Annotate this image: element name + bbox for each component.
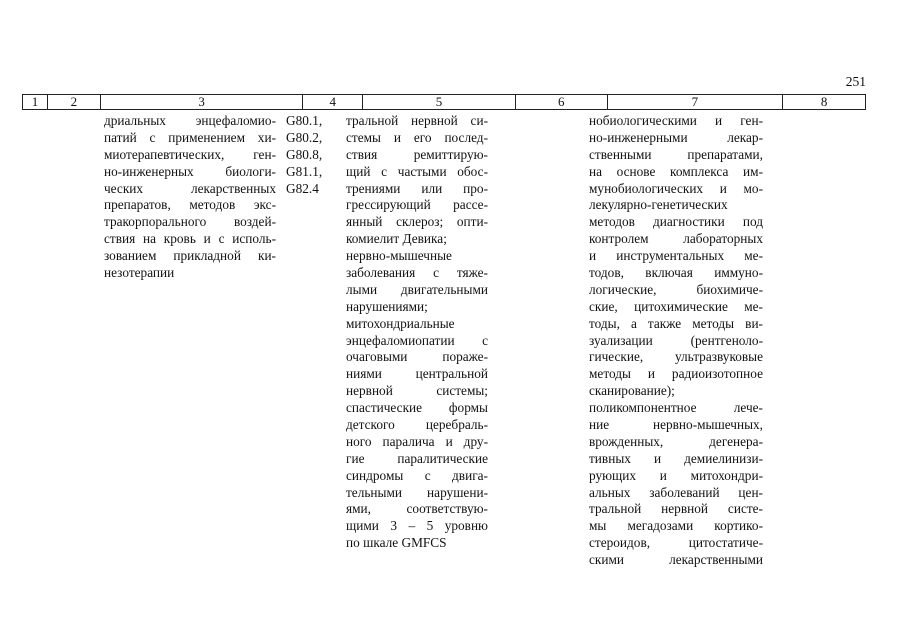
text-line: врожденных, дегенера- [589, 433, 763, 449]
text-line: ниями центральной [346, 366, 488, 382]
text-line: ствия ремиттирую- [346, 146, 488, 162]
method-description-column [104, 113, 276, 282]
text-line: мунобиологических и мо- [589, 180, 763, 196]
text-line: миотерапевтических, ген- [104, 146, 276, 162]
text-line: детского церебраль- [346, 417, 488, 433]
header-col-6: 6 [516, 95, 608, 109]
text-line: сканирование); [589, 383, 675, 399]
text-line: трениями или про- [346, 180, 488, 196]
header-col-4: 4 [303, 95, 363, 109]
text-line: стероидов, цитостатиче- [589, 535, 763, 551]
text-line: рующих и митохондри- [589, 467, 763, 483]
text-line: гие паралитические [346, 450, 488, 466]
text-line: тивных и демиелинизи- [589, 450, 763, 466]
text-line: тракорпорального воздей- [104, 214, 276, 230]
text-line: по шкале GMFCS [346, 535, 447, 551]
text-line: тодов, включая иммуно- [589, 265, 763, 281]
header-col-2: 2 [48, 95, 101, 109]
text-line: митохондриальные [346, 315, 455, 331]
icd-code: G80.1, [286, 113, 323, 128]
text-line: ские, цитохимические ме- [589, 298, 763, 314]
header-col-1: 1 [23, 95, 48, 109]
text-line: нервно-мышечные [346, 248, 452, 264]
text-line: лекулярно-генетических [589, 197, 728, 213]
text-line: стемы и его послед- [346, 129, 488, 145]
text-line: но-инженерными лекар- [589, 129, 763, 145]
text-line: грессирующий рассе- [346, 197, 488, 213]
text-line: поликомпонентное лече- [589, 400, 763, 416]
text-line: комиелит Девика; [346, 231, 447, 247]
text-line: ствия на кровь и с исполь- [104, 231, 276, 247]
header-col-7: 7 [608, 95, 784, 109]
text-line: янный склероз; опти- [346, 214, 488, 230]
text-line: синдромы с двига- [346, 467, 488, 483]
text-line: зованием прикладной ки- [104, 248, 276, 264]
text-line: ние нервно-мышечных, [589, 417, 763, 433]
table-header-row [22, 94, 866, 110]
text-line: нарушениями; [346, 298, 428, 314]
text-line: на основе комплекса им- [589, 163, 763, 179]
text-line: тральной нервной си- [346, 113, 488, 128]
text-line: энцефаломиопатии с [346, 332, 488, 348]
text-line: методов диагностики под [589, 214, 763, 230]
text-line: щий с частыми обос- [346, 163, 488, 179]
text-line: тральной нервной систе- [589, 501, 763, 517]
disease-model-column [346, 113, 488, 552]
text-line: лыми двигательными [346, 281, 488, 297]
treatment-description-column [589, 113, 763, 569]
text-line: и инструментальных ме- [589, 248, 763, 264]
text-line: тельными нарушени- [346, 484, 488, 500]
text-line: мы мегадозами кортико- [589, 518, 763, 534]
text-line: тоды, а также методы ви- [589, 315, 763, 331]
text-line: скими лекарственными [589, 552, 763, 568]
header-col-5: 5 [363, 95, 516, 109]
text-line: контролем лабораторных [589, 231, 763, 247]
text-line: зуализации (рентгеноло- [589, 332, 763, 348]
text-line: но-инженерных биологи- [104, 163, 276, 179]
text-line: патий с применением хи- [104, 129, 276, 145]
icd-code: G80.2, [286, 129, 323, 145]
text-line: очаговыми пораже- [346, 349, 488, 365]
text-line: щими 3 – 5 уровню [346, 518, 488, 534]
icd-codes-column [286, 113, 340, 197]
text-line: ческих лекарственных [104, 180, 276, 196]
header-col-3: 3 [101, 95, 304, 109]
text-line: дриальных энцефаломио- [104, 113, 276, 128]
text-line: нобиологическими и ген- [589, 113, 763, 128]
text-line: нервной системы; [346, 383, 488, 399]
icd-code: G81.1, [286, 163, 323, 179]
icd-code: G82.4 [286, 180, 319, 196]
page-number: 251 [845, 74, 866, 89]
text-line: незотерапии [104, 265, 175, 281]
text-line: заболевания с тяже- [346, 265, 488, 281]
text-line: спастические формы [346, 400, 488, 416]
text-line: ями, соответствую- [346, 501, 488, 517]
header-col-8: 8 [820, 94, 828, 109]
text-line: ного паралича и дру- [346, 433, 488, 449]
text-line: альных заболеваний цен- [589, 484, 763, 500]
text-line: препаратов, методов экс- [104, 197, 276, 213]
text-line: логические, биохимиче- [589, 281, 763, 297]
text-line: гические, ультразвуковые [589, 349, 763, 365]
text-line: ственными препаратами, [589, 146, 763, 162]
icd-code: G80.8, [286, 146, 323, 162]
text-line: методы и радиоизотопное [589, 366, 763, 382]
